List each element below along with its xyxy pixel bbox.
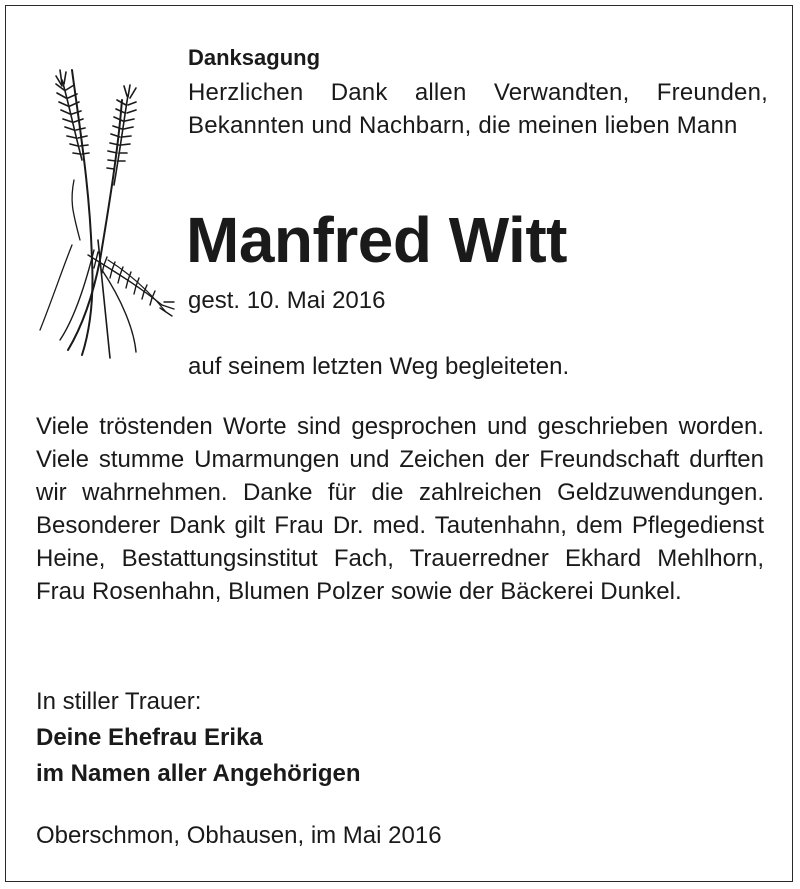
signatory-spouse: Deine Ehefrau Erika	[36, 724, 263, 751]
notice-heading: Danksagung	[188, 45, 321, 70]
death-date: gest. 10. Mai 2016	[188, 287, 386, 314]
closing-block	[36, 684, 764, 792]
accompanied-text: auf seinem letzten Weg begleiteten.	[188, 353, 570, 380]
wheat-ears-icon	[32, 60, 182, 360]
place-and-date: Oberschmon, Obhausen, im Mai 2016	[36, 822, 442, 849]
notice-header	[188, 40, 768, 142]
thanks-body: Viele tröstenden Worte sind gesprochen und geschrieben worden. Viele stumme Umarmungen und Zeichen der Freundschaft durften wir wahrnehmen. Danke für die zahlreichen Geldzuwendungen. Besonderer Dank gilt Frau Dr. med. Tautenhahn, dem Pflegedienst Heine, Bestattungsinstitut Fach, Trauerredner Ekhard Mehlhorn, Frau Rosenhahn, Blumen Polzer sowie der Bäckerei Dunkel.	[36, 413, 764, 605]
mourning-label: In stiller Trauer:	[36, 688, 202, 715]
signatory-family: im Namen aller Angehörigen	[36, 760, 361, 787]
deceased-name: Manfred Witt	[186, 204, 567, 276]
notice-intro: Herzlichen Dank allen Verwandten, Freunden, Bekannten und Nachbarn, die meinen lieben Mann	[188, 79, 768, 139]
